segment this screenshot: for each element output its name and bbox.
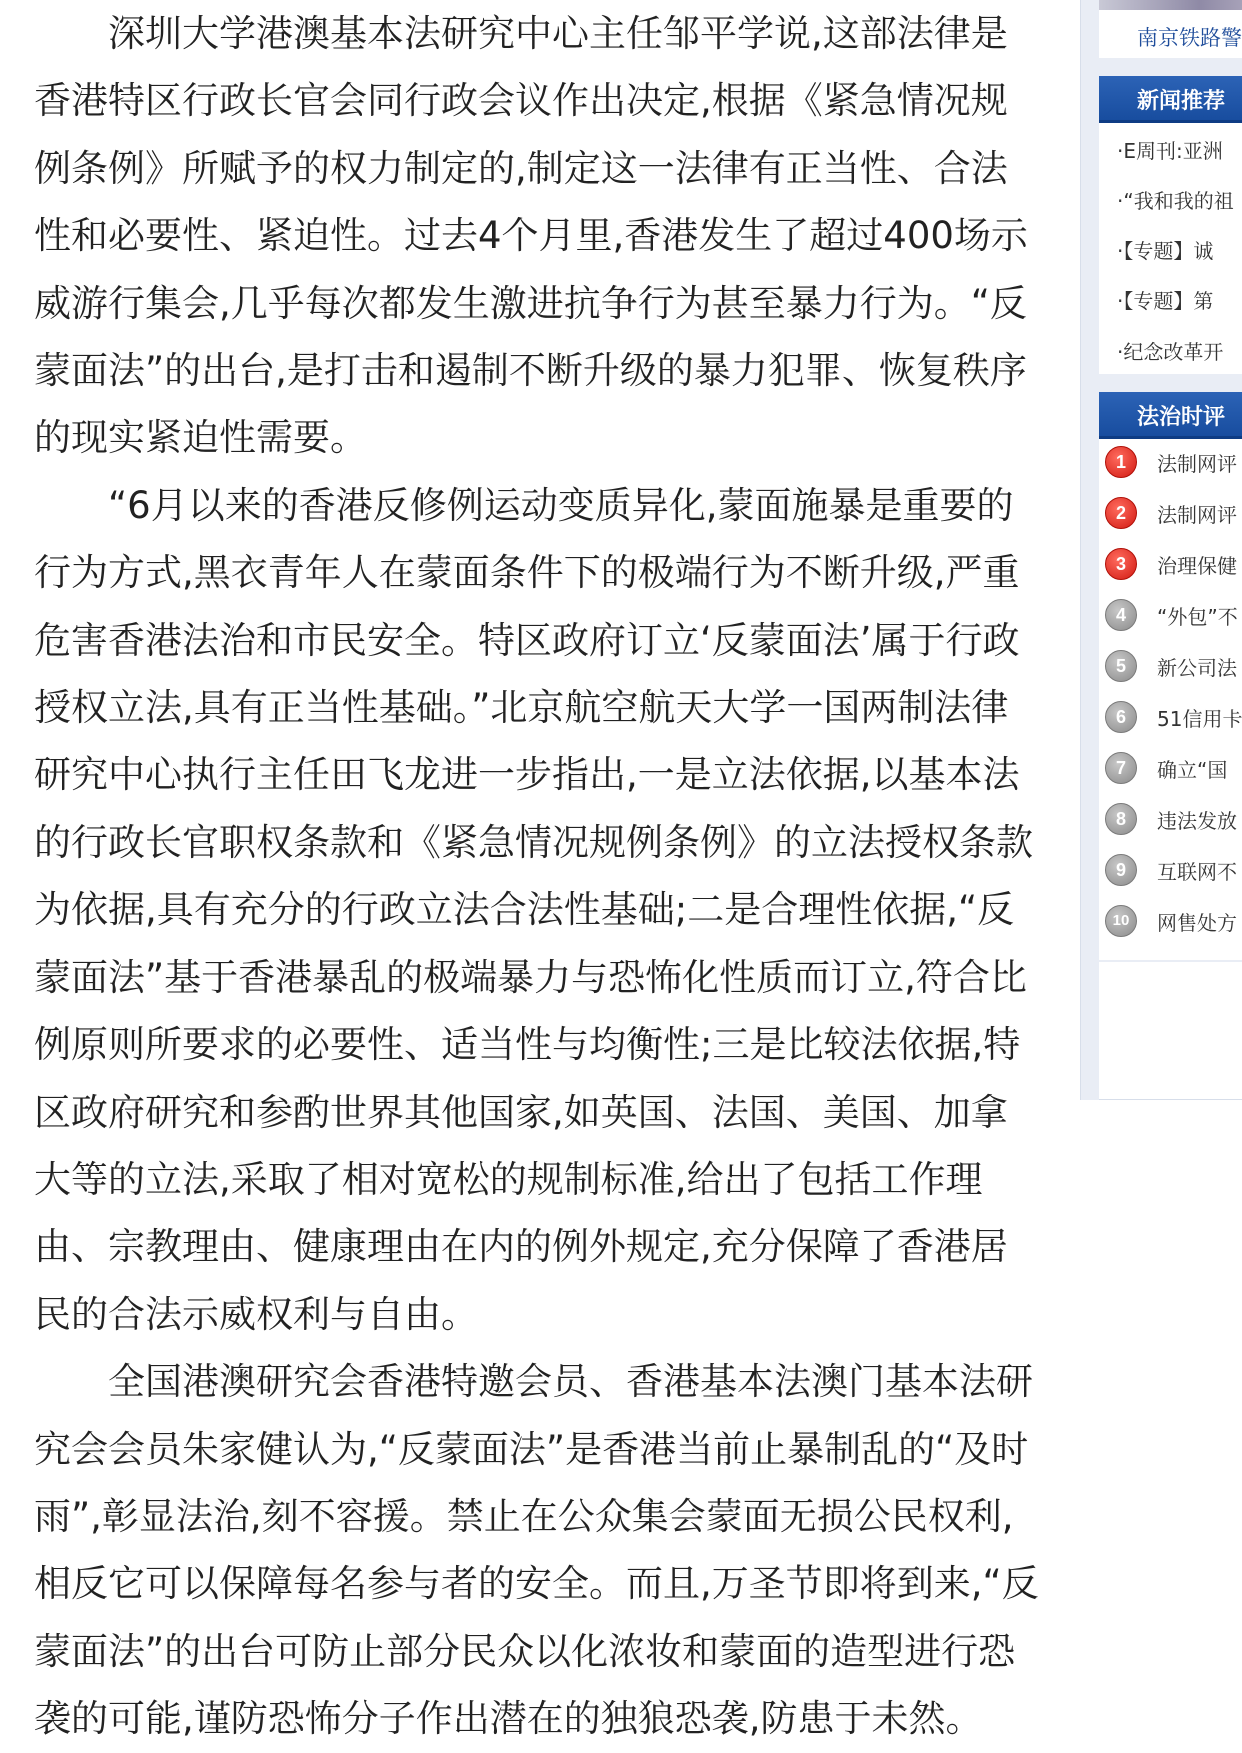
ranked-list-item[interactable] xyxy=(1105,497,1242,531)
thumbnail-caption-link[interactable]: 南京铁路警 xyxy=(1137,26,1242,50)
news-section-title: 新闻推荐 xyxy=(1137,89,1226,114)
rank-badge-icon: 5 xyxy=(1105,650,1137,682)
commentary-section-header xyxy=(1099,392,1242,439)
rank-badge-icon: 4 xyxy=(1105,599,1137,631)
sidebar-panel xyxy=(1099,0,1242,1100)
ranked-item-link[interactable]: 网售处方 xyxy=(1157,911,1237,935)
section-divider xyxy=(1099,960,1242,962)
news-item-link[interactable]: ·“我和我的祖 xyxy=(1117,189,1234,213)
news-item-link[interactable]: ·【专题】诚 xyxy=(1117,239,1214,263)
rank-badge-icon: 6 xyxy=(1105,701,1137,733)
ranked-list-item[interactable] xyxy=(1105,701,1242,735)
commentary-section-title: 法治时评 xyxy=(1137,405,1226,430)
section-divider xyxy=(1099,58,1242,76)
news-section-header xyxy=(1099,76,1242,123)
thumbnail-image[interactable] xyxy=(1099,0,1242,10)
rank-badge-icon: 1 xyxy=(1105,446,1137,478)
ranked-item-link[interactable]: 违法发放 xyxy=(1157,809,1237,833)
section-divider xyxy=(1099,374,1242,392)
ranked-item-link[interactable]: 治理保健 xyxy=(1157,554,1237,578)
news-item-link[interactable]: ·纪念改革开 xyxy=(1117,340,1224,364)
news-item-link[interactable]: ·E周刊:亚洲 xyxy=(1117,139,1223,163)
rank-badge-icon: 10 xyxy=(1105,905,1137,937)
ranked-item-link[interactable]: 法制网评 xyxy=(1157,452,1237,476)
ranked-item-link[interactable]: 法制网评 xyxy=(1157,503,1237,527)
rank-badge-icon: 2 xyxy=(1105,497,1137,529)
article-paragraph: 深圳大学港澳基本法研究中心主任邹平学说,这部法律是香港特区行政长官会同行政会议作出决定,根据《紧急情况规例条例》所赋予的权力制定的,制定这一法律有正当性、合法性和必要性、紧迫性。过去4个月里,香港发生了超过400场示威游行集会,几乎每次都发生激进抗争行为甚至暴力行为。“反蒙面法”的出台,是打击和遏制不断升级的暴力犯罪、恢复秩序的现实紧迫性需要。 xyxy=(34,12,1028,460)
article-paragraph: “6月以来的香港反修例运动变质异化,蒙面施暴是重要的行为方式,黑衣青年人在蒙面条件下的极端行为不断升级,严重危害香港法治和市民安全。特区政府订立‘反蒙面法’属于行政授权立法,具有正当性基础。”北京航空航天大学一国两制法律研究中心执行主任田飞龙进一步指出,一是立法依据,以基本法的行政长官职权条款和《紧急情况规例条例》的立法授权条款为依据,具有充分的行政立法合法性基础;二是合理性依据,“反蒙面法”基于香港暴乱的极端暴力与恐怖化性质而订立,符合比例原则所要求的必要性、适当性与均衡性;三是比较法依据,特区政府研究和参酌世界其他国家,如英国、法国、美国、加拿大等的立法,采取了相对宽松的规制标准,给出了包括工作理由、宗教理由、健康理由在内的例外规定,充分保障了香港居民的合法示威权利与自由。 xyxy=(34,483,1033,1336)
news-item-link[interactable]: ·【专题】第 xyxy=(1117,289,1214,313)
ranked-item-link[interactable]: 51信用卡 xyxy=(1157,707,1242,731)
rank-badge-icon: 3 xyxy=(1105,548,1137,580)
article-paragraph: 全国港澳研究会香港特邀会员、香港基本法澳门基本法研究会会员朱家健认为,“反蒙面法”是香港当前止暴制乱的“及时雨”,彰显法治,刻不容援。禁止在公众集会蒙面无损公民权利,相反它可以保障每名参与者的安全。而且,万圣节即将到来,“反蒙面法”的出台可防止部分民众以化浓妆和蒙面的造型进行恐袭的可能,谨防恐怖分子作出潜在的独狼恐袭,防患于未然。 xyxy=(34,1360,1039,1741)
ranked-list-item[interactable] xyxy=(1105,905,1242,939)
rank-badge-icon: 9 xyxy=(1105,854,1137,886)
ranked-list-item[interactable] xyxy=(1105,650,1242,684)
ranked-list-item[interactable] xyxy=(1105,548,1242,582)
ranked-item-link[interactable]: 互联网不 xyxy=(1157,860,1237,884)
ranked-item-link[interactable]: 新公司法 xyxy=(1157,656,1237,680)
ranked-item-link[interactable]: 确立“国 xyxy=(1157,758,1228,782)
article-body xyxy=(34,0,1044,1753)
ranked-item-link[interactable]: “外包”不 xyxy=(1157,605,1238,629)
ranked-list-item[interactable] xyxy=(1105,854,1242,888)
sidebar xyxy=(1080,0,1242,1100)
ranked-list-item[interactable] xyxy=(1105,599,1242,633)
rank-badge-icon: 8 xyxy=(1105,803,1137,835)
ranked-list-item[interactable] xyxy=(1105,752,1242,786)
rank-badge-icon: 7 xyxy=(1105,752,1137,784)
ranked-list-item[interactable] xyxy=(1105,803,1242,837)
ranked-list-item[interactable] xyxy=(1105,446,1242,480)
